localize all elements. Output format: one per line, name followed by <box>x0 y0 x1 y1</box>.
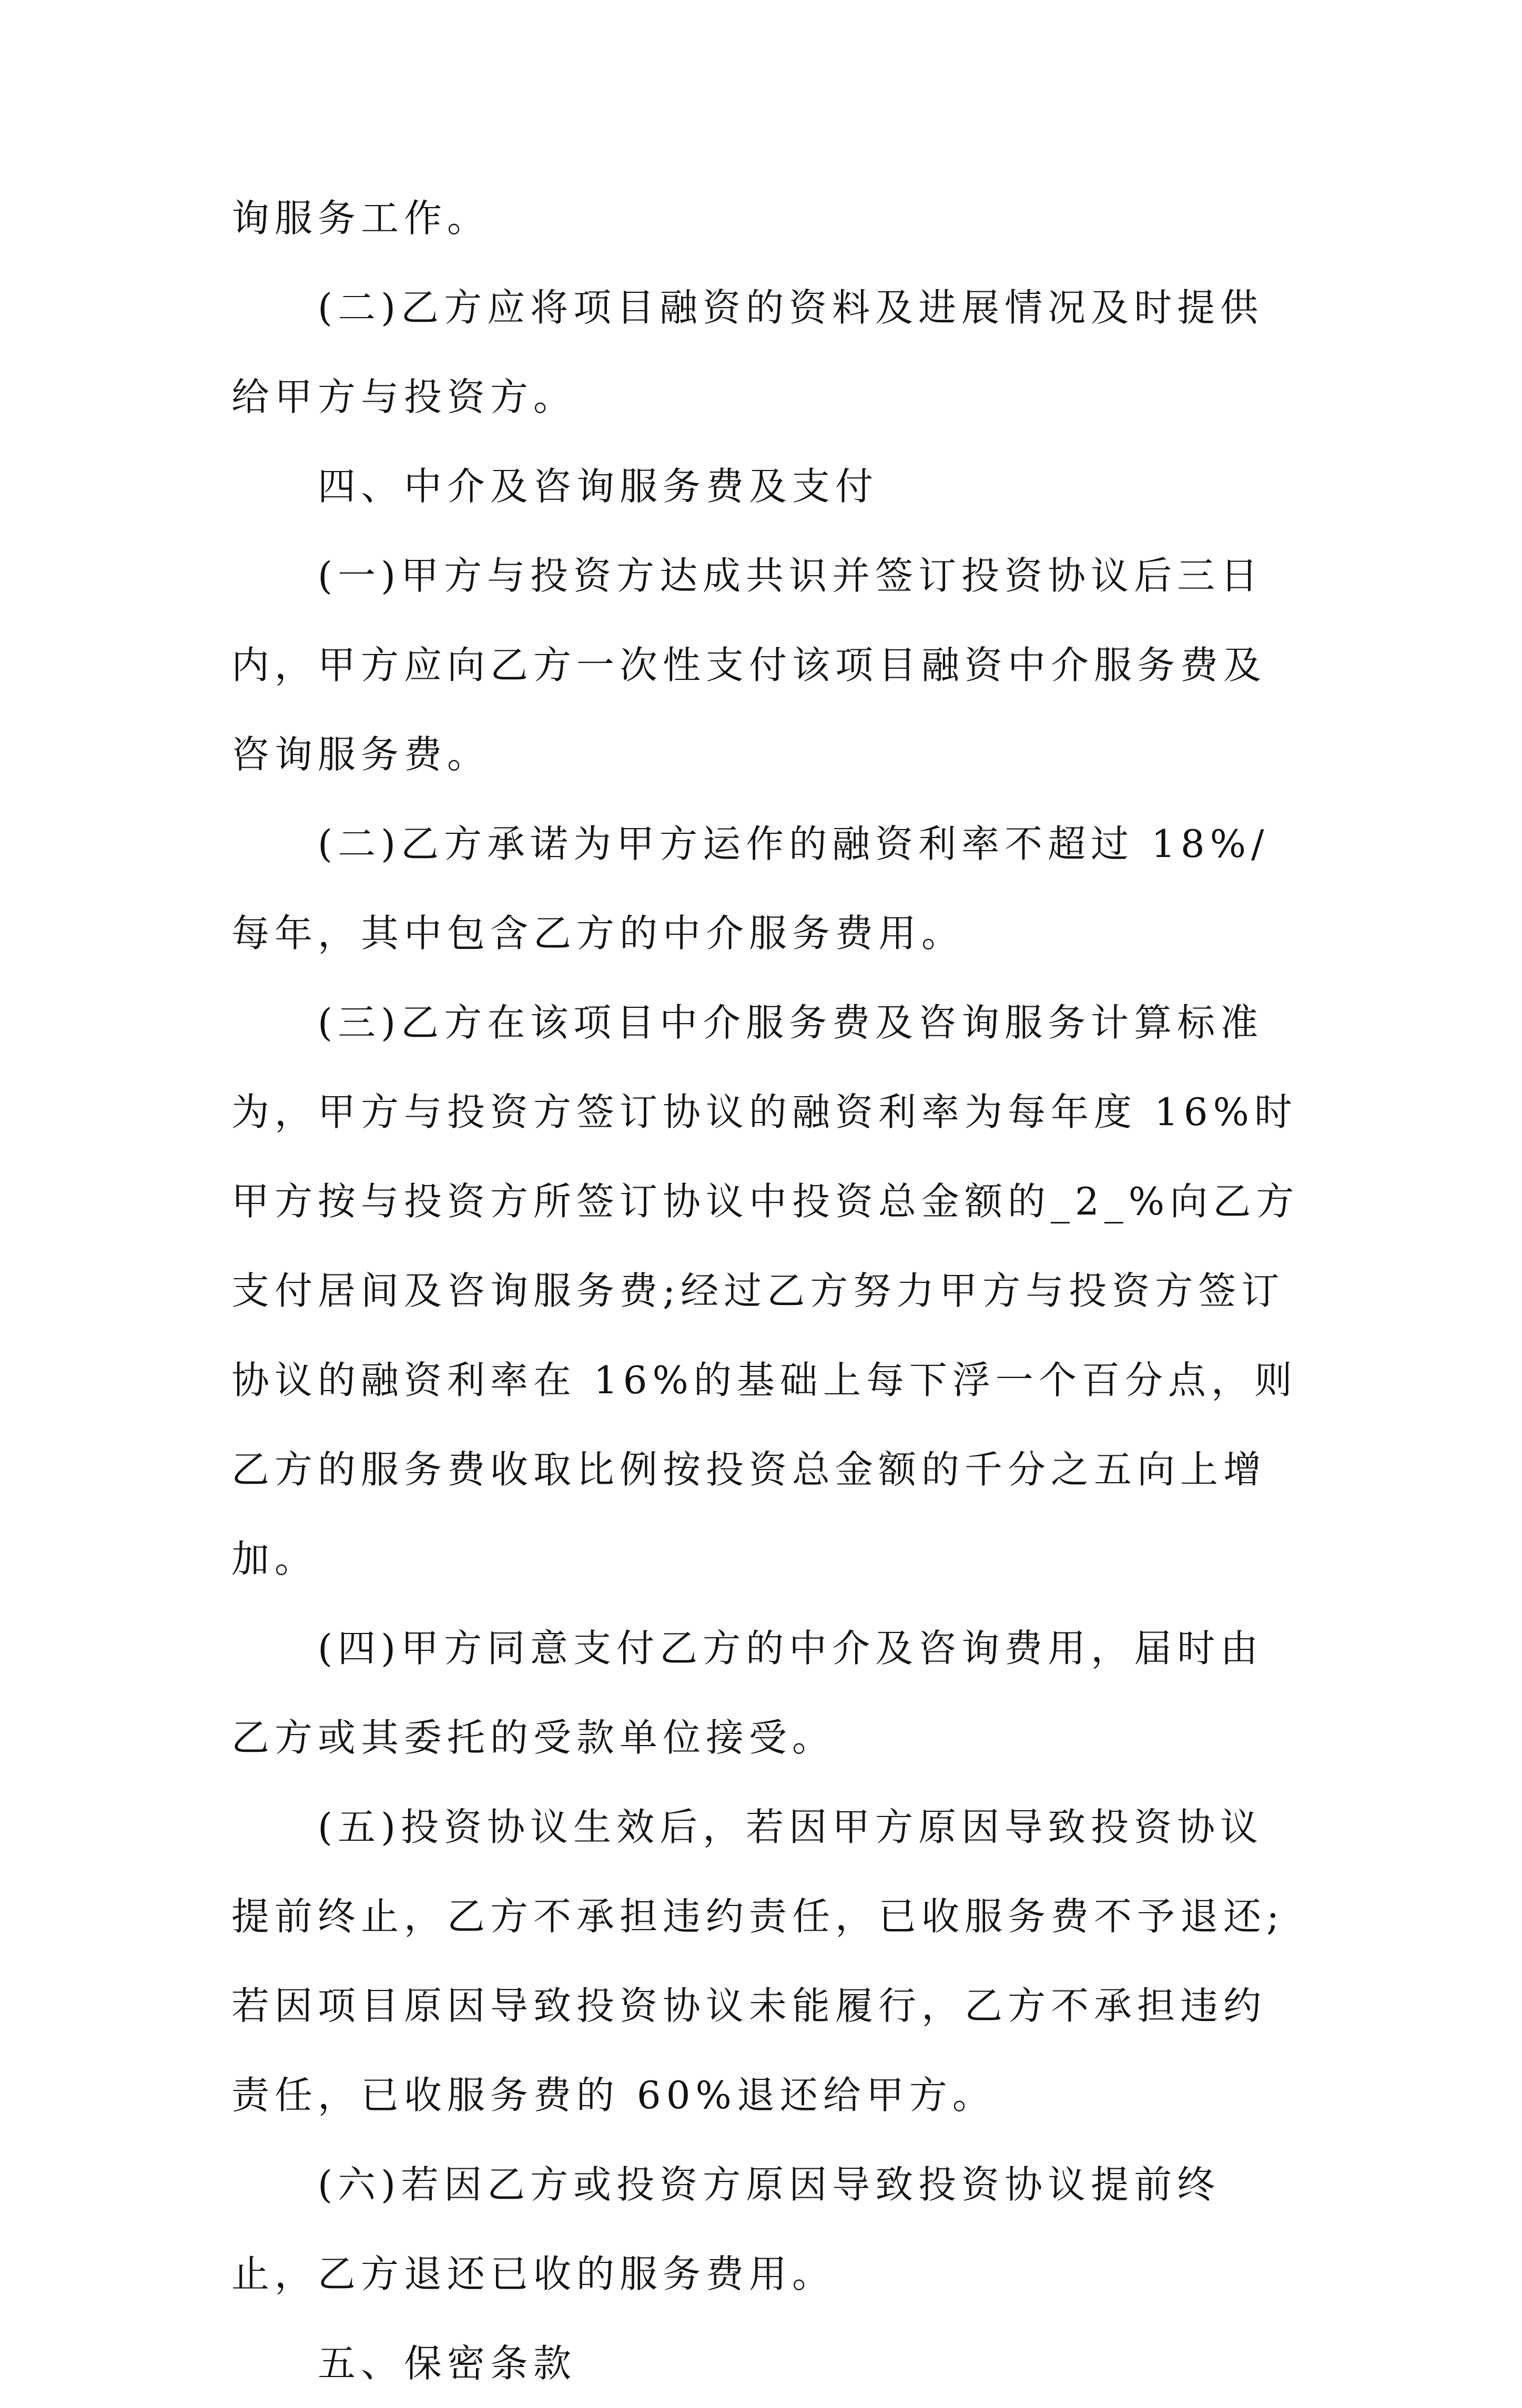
section-heading-5: 五、保密条款 <box>318 2341 577 2385</box>
document-body <box>231 174 1304 2408</box>
paragraph-clause-4-2: (二)乙方承诺为甲方运作的融资利率不超过 18%/每年，其中包含乙方的中介服务费用。 <box>231 822 1270 955</box>
paragraph-clause-4-5: (五)投资协议生效后，若因甲方原因导致投资协议提前终止，乙方不承担违约责任，已收服务费不予退还;若因项目原因导致投资协议未能履行，乙方不承担违约责任，已收服务费的 60%退还给甲方。 <box>231 1805 1285 2117</box>
paragraph-clause-4-3: (三)乙方在该项目中介服务费及咨询服务计算标准为，甲方与投资方签订协议的融资利率为每年度 16%时甲方按与投资方所签订协议中投资总金额的_2_%向乙方支付居间及咨询服务费;经过乙方努力甲方与投资方签订协议的融资利率在 16%的基础上每下浮一个百分点，则乙方的服务费收取比例按投资总金额的千分之五向上增加。 <box>231 1001 1300 1581</box>
paragraph-clause-4-4: (四)甲方同意支付乙方的中介及咨询费用，届时由乙方或其委托的受款单位接受。 <box>231 1626 1264 1760</box>
paragraph-clause-4-1: (一)甲方与投资方达成共识并签订投资协议后三日内，甲方应向乙方一次性支付该项目融资中介服务费及咨询服务费。 <box>231 554 1267 777</box>
paragraph-continuation: 询服务工作。 <box>231 196 491 240</box>
paragraph-clause-3-2: (二)乙方应将项目融资的资料及进展情况及时提供给甲方与投资方。 <box>231 285 1264 419</box>
paragraph-clause-4-6: (六)若因乙方或投资方原因导致投资协议提前终止，乙方退还已收的服务费用。 <box>231 2162 1221 2296</box>
section-heading-4: 四、中介及咨询服务费及支付 <box>318 464 879 508</box>
